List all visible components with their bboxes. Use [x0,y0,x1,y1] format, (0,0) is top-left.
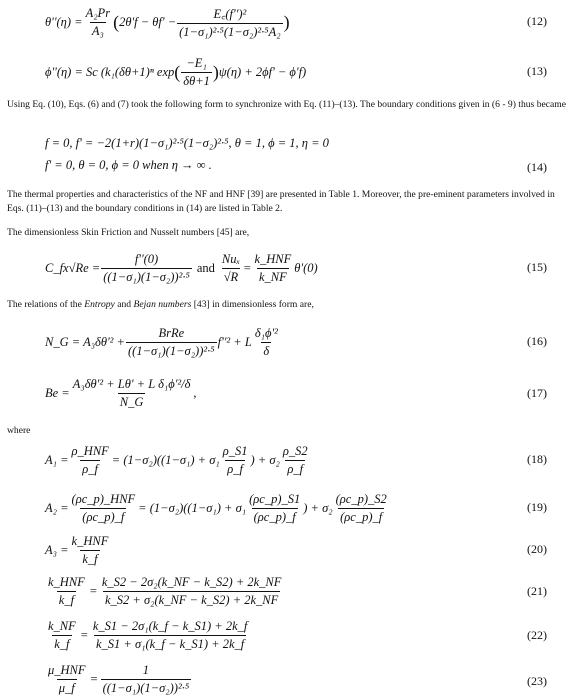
eq12-number: (12) [527,14,547,28]
eq14-number: (14) [527,160,547,174]
eq16-frac1 [126,326,217,359]
eq20-number: (20) [527,542,547,556]
eq19-lhs-num: (ρc_p)_HNF [71,491,136,506]
eq15-frac2 [220,252,242,285]
eq19-lhs: A₂ = [45,500,69,515]
eq12-frac2 [177,5,282,40]
eq15-lhs: C_fx√Re = [45,260,101,275]
eq20-den: k_f [82,551,98,566]
eq12-mid: 2θ'f − θf' − [119,14,177,29]
eq18-lhs-num: ρ_HNF [71,443,109,458]
eq17-lhs: Be = [45,385,70,400]
eq23-lhs-num: μ_HNF [48,662,86,677]
paragraph-thermal-properties: The thermal properties and characteristics of the NF and HNF [39] are presented in Table 1. Moreover, the pre-eminent parameters involved in Eqs. (11)–(13) and the boundary conditions in (14) are listed in Table 2. [7,189,555,214]
eq18-lhs-frac [70,444,111,477]
eq16-frac2-num: δ₁ϕ'² [254,325,278,340]
eq16-frac1-den: ((1−σ₁)(1−σ₂))²·⁵ [128,343,215,358]
eq16-mid: f''² + L [217,334,252,349]
eq17-frac [71,377,193,410]
eq22-lhs-frac [46,619,78,652]
eq21-lhs-den: k_f [58,592,75,607]
eq13-frac-den: δθ+1 [183,73,210,88]
p4-bejan: Bejan numbers [133,299,192,310]
eq21-den: k_S2 + σ₂(k_NF − k_S2) + 2k_NF [105,592,279,607]
eq23-lhs-den: μ_f [58,680,75,695]
eq15-frac2-num: Nuₓ [221,251,241,266]
eq12-frac1-num: A₂Pr [85,5,111,20]
eq23-num: 1 [142,662,150,677]
eq16-number: (16) [527,334,547,348]
eq18-rhs: = (1−σ₂)((1−σ₁) + σ₁ [111,452,220,467]
eq15-tail: θ'(0) [294,260,318,275]
eq23-den: ((1−σ₁)(1−σ₂))²·⁵ [102,680,190,695]
eq21-num: k_S2 − 2σ₂(k_NF − k_S2) + 2k_NF [101,574,282,589]
eq15-frac3 [252,252,293,285]
paragraph-entropy-bejan [7,298,570,312]
eq15-frac1-num: f''(0) [134,251,159,266]
equation-15 [0,246,577,290]
eq23-number: (23) [527,674,547,688]
eq18-mid: ) + σ₂ [250,452,280,467]
eq23-lhs-frac [46,663,88,696]
eq19-rhs: = (1−σ₂)((1−σ₁) + σ₁ [138,500,247,515]
equation-22: $\frac{k\_NF}{k\_f}$ = $\frac{\text{k\_S1 − 2σ₁(k\_f − k\_S1) + 2k\_f}}{\text{k\_S1 + σ₁(k\_f − k\_S1) + 2k\_f}}$ (22) [48,618,547,651]
equation-19 [0,486,577,530]
eq18-frac1 [221,444,250,477]
eq22-lhs-den: k_f [54,636,70,651]
eq12-frac2-den: (1−σ₁)²·⁵(1−σ₂)²·⁵A₂ [179,24,281,39]
eq16-frac2 [253,326,280,359]
p4-mid: and [114,299,134,310]
eq12-frac2-num: E꜀(f'')² [213,6,247,21]
eq23-frac [101,663,192,696]
eq17-den: N_G [119,394,144,409]
eq19-frac1-num: (ρc_p)_S1 [249,491,301,506]
eq15-frac2-den: √R [223,269,239,284]
eq21-lhs-frac [46,575,87,608]
eq16-lhs: N_G = A₃δθ'² + [45,334,125,349]
eq19-lhs-den: (ρc_p)_f [82,509,125,524]
eq20-lhs: A₃ = [45,542,69,557]
eq13-tail: ψ(η) + 2ϕf' − ϕ'f) [218,64,307,79]
eq19-mid: ) + σ₂ [303,500,333,515]
eq19-frac2 [334,492,389,525]
eq15-eq: = [243,260,252,275]
eq22-number: (22) [527,628,547,642]
eq18-frac1-num: ρ_S1 [222,443,248,458]
eq18-lhs: A₁ = [45,452,69,467]
equation-17 [0,370,577,416]
eq13-number: (13) [527,64,547,78]
equation-12: θ''(η) = $\frac{\text{A₂Pr}}{\text{A₃}}$ ( 2θ'f − θf' − $\frac{\text{E꜀(f'')²}}{\text{(1−σ₁)²·⁵(1−σ₂)²·⁵A₂}}$ ) (12) [45,5,547,39]
equation-16 [0,320,577,364]
eq15-frac3-num: k_HNF [254,251,292,266]
equation-14 [0,134,577,182]
eq15-frac3-den: k_NF [258,269,287,284]
eq21-frac [100,575,284,608]
eq14-line1: f = 0, f' = −2(1+r)(1−σ₁)²·⁵(1−σ₂)²·⁵, θ = 1, ϕ = 1, η = 0 [45,136,329,150]
eq18-lhs-den: ρ_f [82,461,99,476]
eq18-frac2-num: ρ_S2 [282,443,308,458]
eq22-frac [91,619,250,652]
eq21-number: (21) [527,584,547,598]
eq13-frac-num: −E₁ [186,55,207,70]
p4-entropy: Entropy [84,299,115,310]
eq18-frac2-den: ρ_f [287,461,304,476]
eq21-lhs-num: k_HNF [48,574,85,589]
eq12-frac1 [84,6,112,39]
eq20-num: k_HNF [71,533,109,548]
eq22-num: k_S1 − 2σ₁(k_f − k_S1) + 2k_f [92,618,248,633]
paragraph-where: where [7,425,31,436]
eq16-frac1-num: BrRe [158,325,185,340]
equation-13: ϕ''(η) = Sc (k₁(δθ+1)ⁿ exp ( $\frac{\text{−E₁}}{\delta\theta+1}$ ) ψ(η) + 2ϕf' − ϕ'f) (13) [45,55,547,88]
eq20-frac [70,534,111,567]
eq16-frac2-den: δ [263,343,270,358]
eq22-lhs-num: k_NF [48,618,76,633]
eq18-frac2 [281,444,310,477]
eq17-number: (17) [527,386,547,400]
eq15-number: (15) [527,260,547,274]
eq14-line2: f' = 0, θ = 0, ϕ = 0 when η → ∞ . [45,158,212,172]
eq13-frac [181,56,212,89]
eq19-lhs-frac [70,492,138,525]
p4-pre: The relations of the [7,299,85,310]
eq13-lhs: ϕ''(η) = Sc [45,64,98,79]
eq17-num: A₃δθ'² + Lθ' + L δ₁ϕ'²/δ [72,376,191,391]
eq19-frac1-den: (ρc_p)_f [253,509,296,524]
equation-23: $\frac{\text{μ\_HNF}}{\mu\_f}$ = $\frac{1}{\text{((1−σ₁)(1−σ₂))²·⁵}}$ (23) [48,662,547,695]
eq13-body: (k₁(δθ+1)ⁿ exp [100,64,175,79]
eq19-frac2-num: (ρc_p)_S2 [335,491,387,506]
paragraph-boundary-intro: Using Eq. (10), Eqs. (6) and (7) took the following form to synchronize with Eq. (11)–(13). The boundary conditions given in (6 - 9) thus became [7,99,566,110]
paragraph-skin-friction: The dimensionless Skin Friction and Nusselt numbers [45] are, [7,227,250,238]
equation-21: $\frac{\text{k\_HNF}}{k\_f}$ = $\frac{\text{k\_S2 − 2σ₂(k\_NF − k\_S2) + 2k\_NF}}{\text{k\_S2 + σ₂(k\_NF − k\_S2) + 2k\_NF}}$ (21) [48,574,547,607]
eq18-frac1-den: ρ_f [227,461,243,476]
eq15-and: and [196,260,215,275]
eq15-frac1-den: ((1−σ₁)(1−σ₂))²·⁵ [103,269,190,284]
equation-20 [0,532,577,568]
eq19-frac1 [247,492,302,525]
eq19-number: (19) [527,500,547,514]
eq18-number: (18) [527,452,547,466]
equation-18 [0,440,577,480]
eq22-den: k_S1 + σ₁(k_f − k_S1) + 2k_f [95,636,245,651]
eq17-tail: , [193,385,197,400]
eq19-frac2-den: (ρc_p)_f [340,509,383,524]
p4-post: [43] in dimensionless form are, [191,299,314,310]
eq15-frac1 [101,252,192,285]
eq12-lhs: θ''(η) = [45,14,83,29]
eq12-frac1-den: A₃ [91,23,104,38]
